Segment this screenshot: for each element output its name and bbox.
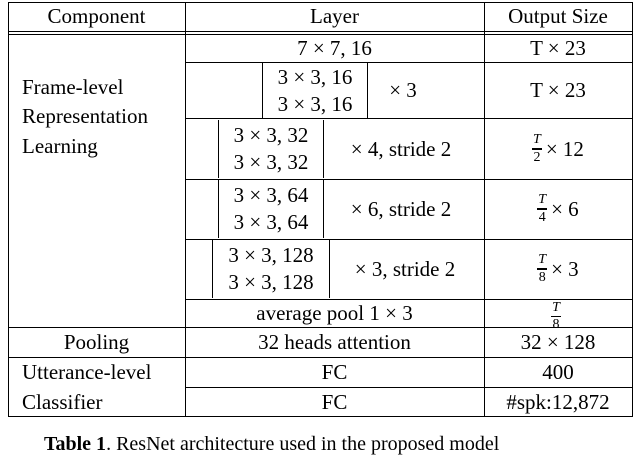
output-conv1: T × 23 bbox=[530, 35, 586, 60]
output-block4-rest: × 3 bbox=[551, 256, 579, 281]
output-avgpool bbox=[484, 300, 632, 333]
output-block2 bbox=[484, 120, 632, 178]
block4-row1: 3 × 3, 128 bbox=[228, 243, 314, 267]
component-classifier-line2: Classifier bbox=[22, 389, 103, 414]
rule-bottom bbox=[8, 416, 632, 417]
layer-fc1: FC bbox=[321, 360, 348, 384]
layer-pooling: 32 heads attention bbox=[258, 330, 411, 354]
output-block4 bbox=[484, 240, 632, 298]
header-component: Component bbox=[47, 4, 146, 28]
block3-row2: 3 × 3, 64 bbox=[233, 210, 309, 234]
output-avgpool-fraction: $\frac{T}{8}$ bbox=[552, 300, 560, 333]
layer-block1-repeat: × 3 bbox=[389, 78, 417, 102]
component-classifier-line1: Utterance-level bbox=[22, 360, 152, 384]
layer-block2-repeat: × 4, stride 2 bbox=[350, 136, 452, 161]
output-fc2: #spk:12,872 bbox=[506, 389, 610, 414]
output-block3 bbox=[484, 180, 632, 238]
caption-text: . ResNet architecture used in the proposed model bbox=[106, 433, 500, 455]
block2-row2: 3 × 3, 32 bbox=[233, 150, 309, 174]
output-block1: T × 23 bbox=[530, 78, 586, 102]
component-frame-level-line2: Representation bbox=[22, 103, 148, 128]
block2-row1: 3 × 3, 32 bbox=[233, 123, 309, 147]
output-block3-rest: × 6 bbox=[551, 196, 579, 221]
layer-block4-matrix bbox=[212, 240, 330, 298]
layer-block2-matrix bbox=[218, 120, 324, 178]
component-frame-level-line1: Frame-level bbox=[22, 74, 124, 99]
output-block4-fraction: $\frac{T}{8}$ bbox=[538, 252, 547, 285]
header-layer: Layer bbox=[310, 4, 359, 28]
block4-row2: 3 × 3, 128 bbox=[228, 270, 314, 294]
output-block2-rest: × 12 bbox=[545, 136, 584, 161]
component-frame-level-line3: Learning bbox=[22, 133, 98, 158]
block1-row2: 3 × 3, 16 bbox=[277, 91, 353, 116]
caption-label: Table 1 bbox=[44, 433, 107, 455]
table-caption bbox=[44, 433, 499, 456]
output-block3-fraction: $\frac{T}{4}$ bbox=[538, 192, 547, 225]
rule-header-1 bbox=[8, 31, 632, 32]
layer-conv1: 7 × 7, 16 bbox=[297, 35, 372, 60]
layer-avgpool: average pool 1 × 3 bbox=[256, 301, 413, 325]
layer-block4-repeat: × 3, stride 2 bbox=[354, 256, 456, 281]
output-pooling: 32 × 128 bbox=[520, 330, 596, 354]
rule-right bbox=[632, 2, 633, 417]
component-pooling: Pooling bbox=[63, 330, 130, 354]
output-fc1: 400 bbox=[542, 360, 574, 384]
layer-fc2: FC bbox=[321, 389, 348, 414]
header-output-size: Output Size bbox=[508, 4, 608, 28]
block3-row1: 3 × 3, 64 bbox=[233, 183, 309, 207]
block1-row1: 3 × 3, 16 bbox=[277, 64, 353, 89]
layer-block3-matrix bbox=[218, 180, 324, 238]
layer-block1-matrix bbox=[262, 63, 368, 118]
output-block2-fraction: $\frac{T}{2}$ bbox=[533, 132, 541, 165]
layer-block3-repeat: × 6, stride 2 bbox=[350, 196, 452, 221]
